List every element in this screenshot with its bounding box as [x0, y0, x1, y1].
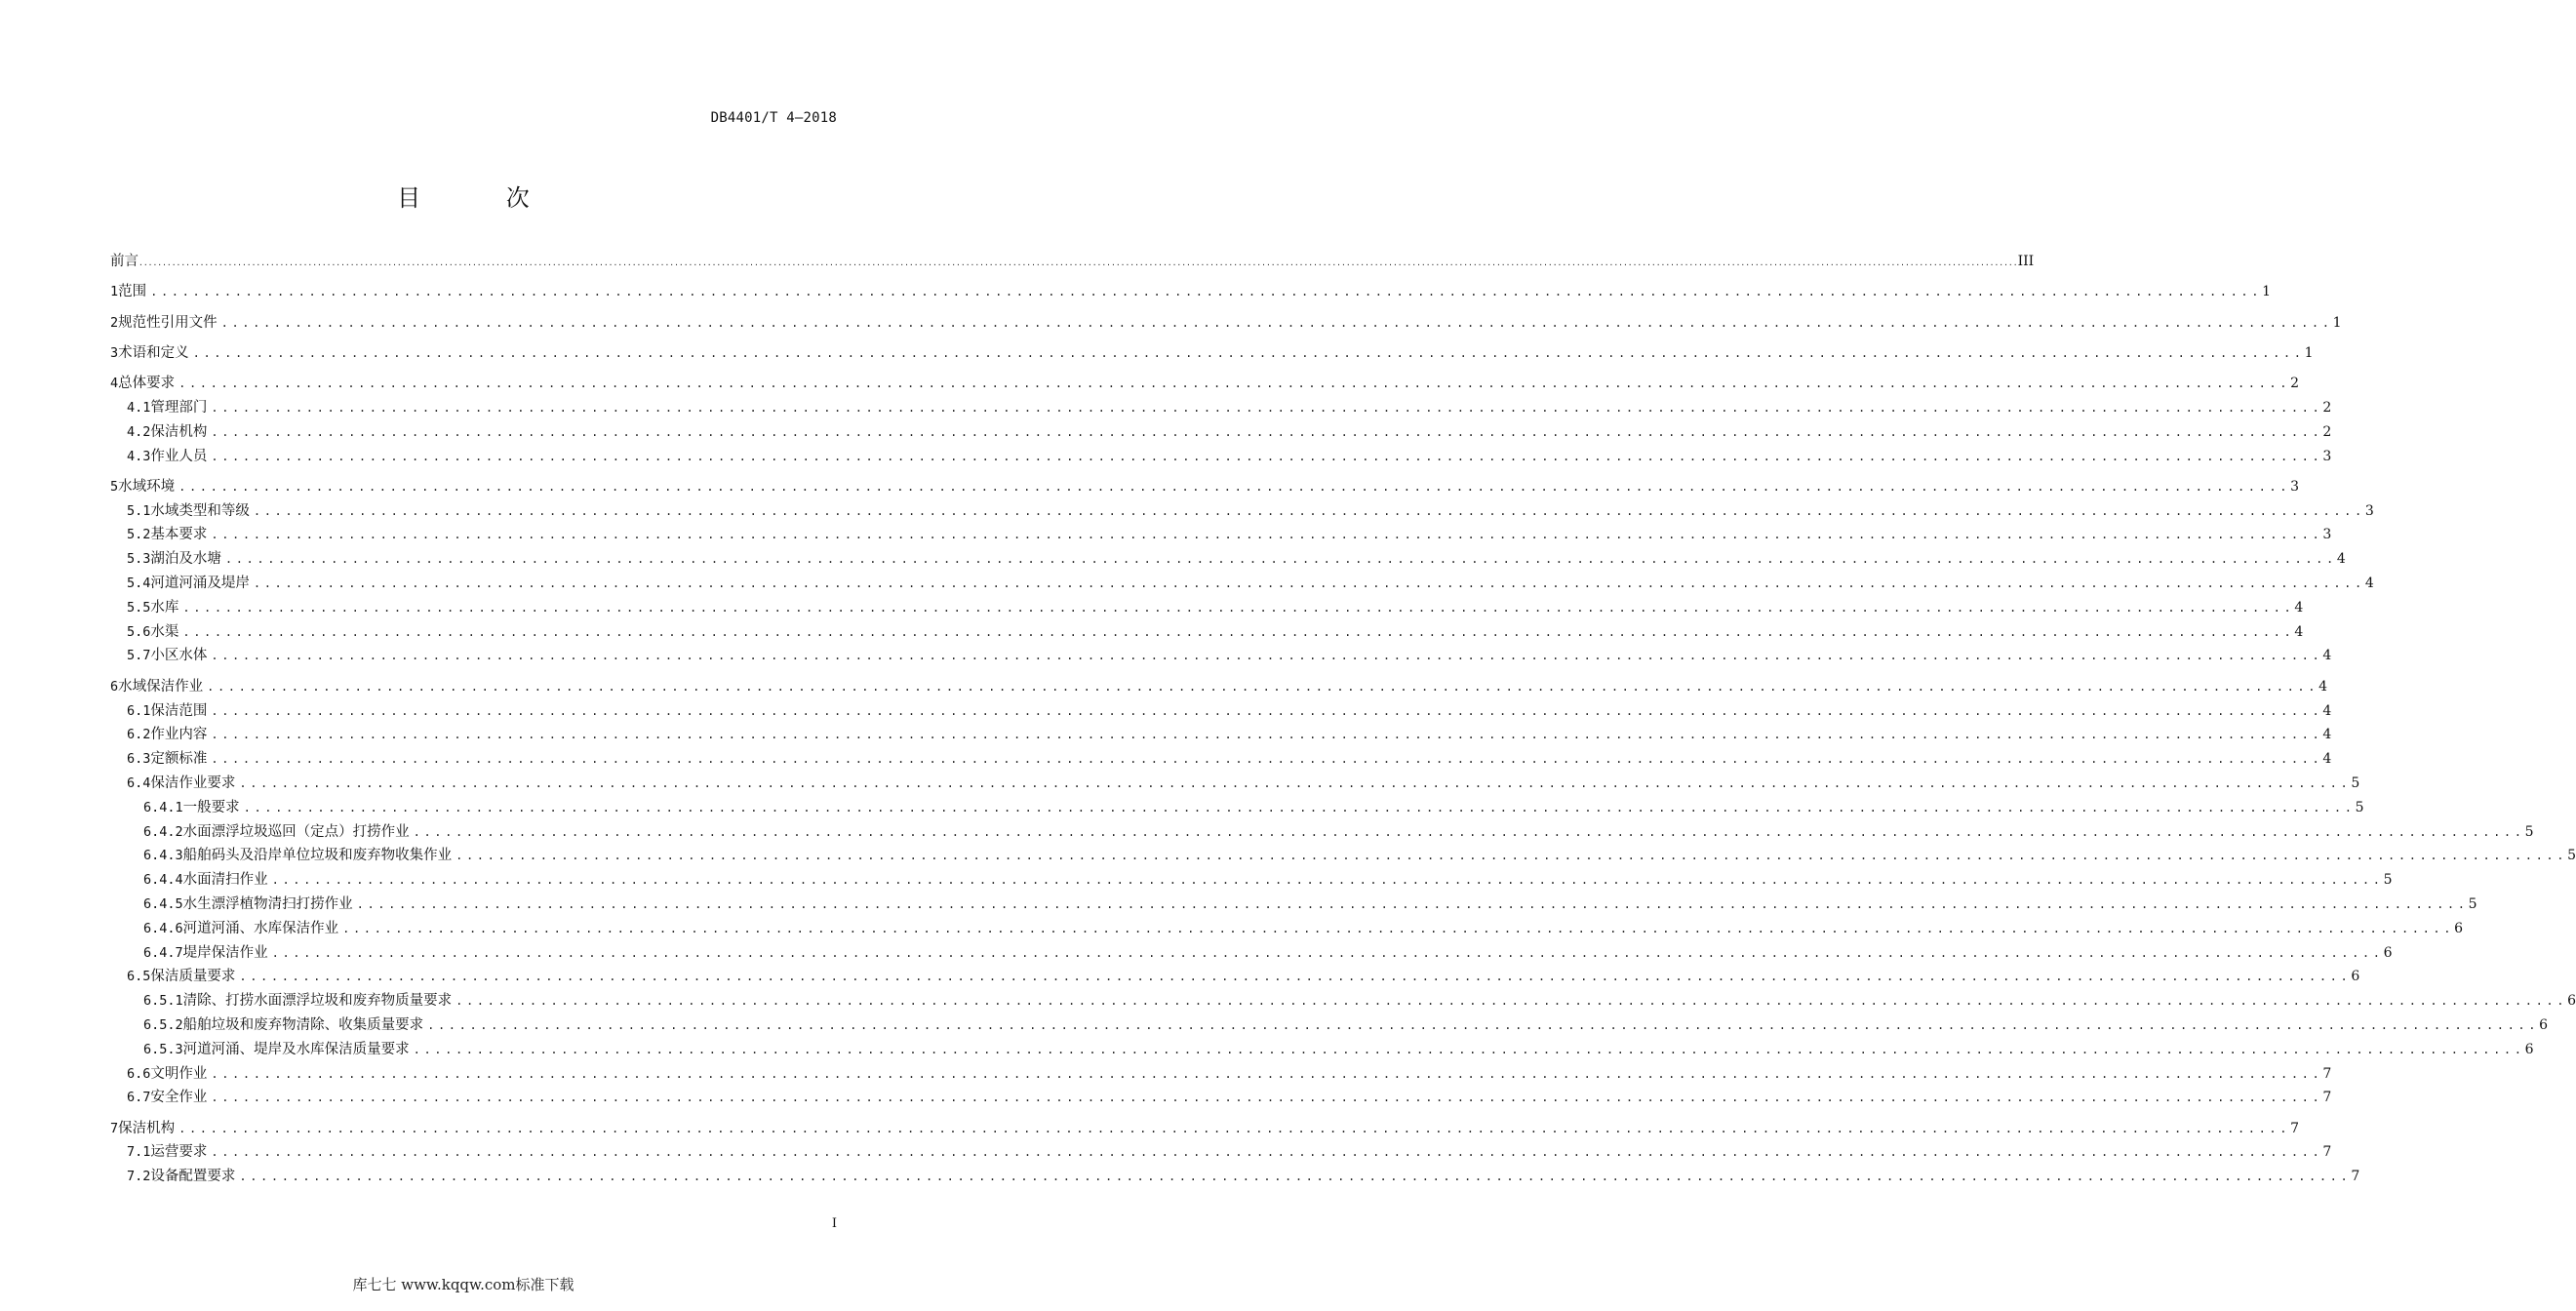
toc-entry-title: 范围 — [118, 284, 147, 300]
toc-entry[interactable] — [110, 445, 2332, 469]
toc-entry[interactable] — [110, 747, 2332, 772]
toc-entry-number: 4 — [110, 376, 119, 392]
page-title: 目 次 — [397, 184, 569, 212]
dot-leader: ........................................................................................................................................................................................................ — [211, 528, 2323, 542]
dot-leader: ........................................................................................................................................................................................................ — [178, 377, 2291, 391]
dot-leader: ........................................................................................................................................................................................................ — [211, 1091, 2323, 1105]
toc-entry-page: 4 — [2318, 678, 2327, 695]
toc-entry-number: 1 — [110, 284, 119, 300]
toc-entry-title: 水生漂浮植物清扫打捞作业 — [182, 895, 353, 912]
dot-leader: ................................................................................................................................................................................................................................................................................................................................................................................................................ — [139, 258, 2018, 267]
dot-leader: ........................................................................................................................................................................................................ — [239, 775, 2352, 790]
toc-entry-number: 6 — [110, 678, 119, 695]
dot-leader: ........................................................................................................................................................................................................ — [211, 752, 2323, 767]
toc-entry-number: 7.1 — [127, 1144, 151, 1161]
toc-entry[interactable] — [110, 396, 2332, 420]
toc-entry-page: III — [2017, 254, 2035, 269]
toc-entry-page: 4 — [2364, 576, 2374, 592]
toc-entry-title: 堤岸保洁作业 — [182, 944, 268, 961]
dot-leader: ........................................................................................................................................................................................................ — [211, 649, 2323, 663]
toc-entry[interactable] — [110, 420, 2332, 445]
toc-entry-number: 6.4.3 — [143, 848, 183, 864]
toc-entry-page: 1 — [2332, 314, 2342, 331]
toc-entry-number: 6.5.3 — [143, 1041, 183, 1057]
toc-entry[interactable] — [110, 989, 2576, 1013]
toc-entry-title: 河道河涌及堤岸 — [150, 576, 250, 592]
toc-entry[interactable] — [110, 1038, 2534, 1062]
toc-entry-title: 术语和定义 — [118, 344, 189, 361]
toc-entry-number: 6.6 — [127, 1065, 151, 1082]
toc-entry-page: 6 — [2539, 1016, 2548, 1033]
footer-watermark-text: 库七七 www.kqqw.com标准下载 — [352, 1276, 575, 1293]
dot-leader: ........................................................................................................................................................................................................ — [211, 703, 2323, 718]
toc-entry-title: 设备配置要求 — [150, 1169, 236, 1185]
toc-entry-title: 安全作业 — [150, 1090, 208, 1106]
dot-leader: ........................................................................................................................................................................................................ — [253, 576, 2365, 591]
toc-entry-number: 6.2 — [127, 727, 151, 743]
toc-entry-title: 水库 — [150, 599, 179, 616]
dot-leader: ........................................................................................................................................................................................................ — [342, 921, 2455, 935]
toc-entry-page: 6 — [2351, 969, 2360, 985]
toc-entry-title: 一般要求 — [182, 799, 240, 815]
toc-entry-number: 6.3 — [127, 751, 151, 768]
toc-entry-title: 文明作业 — [150, 1065, 208, 1082]
toc-entry[interactable] — [110, 499, 2374, 524]
toc-entry-page: 7 — [2290, 1120, 2299, 1136]
toc-entry-number: 5.1 — [127, 502, 151, 519]
toc-entry-title: 水域环境 — [118, 478, 176, 495]
toc-entry[interactable] — [110, 796, 2364, 820]
toc-entry-number: 6.4.2 — [143, 823, 183, 840]
toc-entry[interactable] — [110, 475, 2299, 499]
dot-leader: ........................................................................................................................................................................................................ — [211, 449, 2323, 463]
toc-entry-title: 管理部门 — [150, 399, 208, 416]
toc-entry-page: 3 — [2364, 502, 2374, 519]
dot-leader: ........................................................................................................................................................................................................ — [220, 315, 2333, 330]
toc-entry-number: 6.5.2 — [143, 1016, 183, 1033]
toc-entry-number: 7 — [110, 1120, 119, 1136]
dot-leader: ........................................................................................................................................................................................................ — [456, 994, 2568, 1009]
toc-entry[interactable] — [110, 250, 2035, 274]
toc-entry-number: 6.4 — [127, 775, 151, 791]
dot-leader: ........................................................................................................................................................................................................ — [239, 1170, 2352, 1184]
toc-entry-number: 4.2 — [127, 423, 151, 440]
toc-entry[interactable] — [110, 1140, 2332, 1165]
dot-leader: ........................................................................................................................................................................................................ — [243, 800, 2356, 814]
dot-leader: ........................................................................................................................................................................................................ — [239, 970, 2352, 984]
dot-leader: ........................................................................................................................................................................................................ — [413, 824, 2525, 839]
toc-entry-number: 4.3 — [127, 448, 151, 464]
toc-entry[interactable] — [110, 941, 2393, 966]
toc-entry-number: 6.5.1 — [143, 993, 183, 1010]
toc-entry-number: 6.7 — [127, 1090, 151, 1106]
toc-entry-title: 水域保洁作业 — [118, 678, 204, 695]
toc-entry[interactable] — [110, 547, 2346, 572]
toc-entry-page: 5 — [2468, 895, 2477, 912]
dot-leader: ........................................................................................................................................................................................................ — [224, 552, 2337, 567]
toc-entry-number: 7.2 — [127, 1169, 151, 1185]
toc-entry-title: 定额标准 — [150, 751, 208, 768]
toc-entry-number: 5.5 — [127, 599, 151, 616]
dot-leader: ........................................................................................................................................................................................................ — [192, 345, 2305, 360]
toc-entry-title: 河道河涌、水库保洁作业 — [182, 920, 339, 936]
dot-leader: ........................................................................................................................................................................................................ — [211, 424, 2323, 439]
toc-entry-title: 河道河涌、堤岸及水库保洁质量要求 — [182, 1041, 410, 1057]
toc-entry-page: 4 — [2294, 599, 2304, 616]
toc-entry-page: 6 — [2567, 993, 2576, 1010]
toc-entry-title: 保洁质量要求 — [150, 969, 236, 985]
toc-entry-page: 6 — [2383, 944, 2393, 961]
toc-entry[interactable] — [110, 572, 2374, 596]
toc-entry-number: 5 — [110, 478, 119, 495]
toc-entry[interactable] — [110, 844, 2576, 868]
toc-entry[interactable] — [110, 1165, 2360, 1189]
dot-leader: ........................................................................................................................................................................................................ — [271, 945, 2384, 960]
toc-entry[interactable] — [110, 1117, 2299, 1141]
toc-entry[interactable] — [110, 1013, 2548, 1038]
toc-entry[interactable] — [110, 311, 2342, 336]
toc-entry-title: 船舶垃圾和废弃物清除、收集质量要求 — [182, 1016, 424, 1033]
toc-entry-page: 4 — [2322, 648, 2332, 664]
dot-leader: ........................................................................................................................................................................................................ — [211, 1066, 2323, 1081]
toc-entry-page: 7 — [2351, 1169, 2360, 1185]
toc-entry-number: 5.3 — [127, 551, 151, 568]
toc-entry-page: 7 — [2322, 1065, 2332, 1082]
toc-entry-number: 6.4.7 — [143, 944, 183, 961]
page-number: I — [831, 1216, 837, 1231]
toc-entry-number: 2 — [110, 314, 119, 331]
dot-leader: ........................................................................................................................................................................................................ — [150, 285, 2263, 299]
toc-entry-number: 5.4 — [127, 576, 151, 592]
toc-entry-title: 小区水体 — [150, 648, 208, 664]
dot-leader: ........................................................................................................................................................................................................ — [211, 728, 2323, 742]
dot-leader: ........................................................................................................................................................................................................ — [211, 1145, 2323, 1160]
toc-entry[interactable] — [110, 675, 2327, 699]
toc-entry-number: 6.1 — [127, 702, 151, 719]
toc-entry-number: 5.2 — [127, 527, 151, 543]
toc-entry-title: 作业内容 — [150, 727, 208, 743]
toc-entry-number: 5.7 — [127, 648, 151, 664]
dot-leader: ........................................................................................................................................................................................................ — [178, 479, 2291, 494]
toc-entry-page: 5 — [2351, 775, 2360, 791]
toc-entry-page: 5 — [2567, 848, 2576, 864]
toc-entry[interactable] — [110, 699, 2332, 724]
toc-entry-number: 6.4.6 — [143, 920, 183, 936]
toc-entry[interactable] — [110, 523, 2332, 547]
toc-entry[interactable] — [110, 723, 2332, 747]
dot-leader: ........................................................................................................................................................................................................ — [178, 1121, 2291, 1135]
toc-entry-page: 4 — [2336, 551, 2346, 568]
toc-entry-number: 6.5 — [127, 969, 151, 985]
toc-entry-page: 6 — [2524, 1041, 2534, 1057]
toc-entry-title: 规范性引用文件 — [118, 314, 218, 331]
dot-leader: ........................................................................................................................................................................................................ — [456, 849, 2568, 863]
toc-entry-page: 7 — [2322, 1144, 2332, 1161]
toc-entry-title: 作业人员 — [150, 448, 208, 464]
toc-entry-page: 5 — [2355, 799, 2364, 815]
toc-entry-number: 6.4.1 — [143, 799, 183, 815]
toc-entry[interactable] — [110, 620, 2304, 645]
toc-entry-page: 1 — [2304, 344, 2314, 361]
toc-entry-page: 2 — [2322, 399, 2332, 416]
dot-leader: ........................................................................................................................................................................................................ — [427, 1017, 2540, 1032]
toc-entry-page: 2 — [2322, 423, 2332, 440]
toc-entry-title: 总体要求 — [118, 376, 176, 392]
dot-leader: ........................................................................................................................................................................................................ — [271, 873, 2384, 888]
dot-leader: ........................................................................................................................................................................................................ — [413, 1042, 2525, 1056]
toc-entry-title: 水域类型和等级 — [150, 502, 250, 519]
toc-entry-page: 4 — [2322, 702, 2332, 719]
toc-entry[interactable] — [110, 893, 2477, 917]
toc-entry-page: 4 — [2322, 751, 2332, 768]
toc-entry-page: 3 — [2322, 448, 2332, 464]
toc-entry-title: 水面漂浮垃圾巡回（定点）打捞作业 — [182, 823, 410, 840]
toc-entry-title: 保洁机构 — [118, 1120, 176, 1136]
toc-entry-number: 5.6 — [127, 623, 151, 640]
toc-entry-number: 4.1 — [127, 399, 151, 416]
toc-entry-title: 清除、打捞水面漂浮垃圾和废弃物质量要求 — [182, 993, 453, 1010]
toc-entry-title: 船舶码头及沿岸单位垃圾和废弃物收集作业 — [182, 848, 453, 864]
toc-entry-title: 保洁范围 — [150, 702, 208, 719]
toc-entry[interactable] — [110, 820, 2534, 845]
dot-leader: ........................................................................................................................................................................................................ — [182, 600, 2295, 615]
toc-entry-page: 6 — [2454, 920, 2463, 936]
table-of-contents — [110, 250, 2576, 1189]
toc-entry-title: 保洁作业要求 — [150, 775, 236, 791]
document-code: DB4401/T 4—2018 — [710, 110, 837, 126]
toc-entry[interactable] — [110, 372, 2299, 396]
toc-entry-page: 3 — [2322, 527, 2332, 543]
dot-leader: ........................................................................................................................................................................................................ — [253, 503, 2365, 518]
toc-entry[interactable] — [110, 917, 2463, 941]
toc-entry[interactable] — [110, 772, 2360, 796]
toc-entry-title: 基本要求 — [150, 527, 208, 543]
toc-entry-title: 水渠 — [150, 623, 179, 640]
toc-entry[interactable] — [110, 596, 2304, 620]
dot-leader: ........................................................................................................................................................................................................ — [211, 400, 2323, 415]
toc-entry-page: 3 — [2290, 478, 2299, 495]
dot-leader: ........................................................................................................................................................................................................ — [356, 896, 2469, 911]
toc-entry-title: 水面清扫作业 — [182, 872, 268, 889]
toc-entry-page: 2 — [2290, 376, 2299, 392]
toc-entry[interactable] — [110, 868, 2393, 893]
dot-leader: ........................................................................................................................................................................................................ — [182, 624, 2295, 639]
toc-entry-number: 3 — [110, 344, 119, 361]
dot-leader: ........................................................................................................................................................................................................ — [207, 679, 2319, 694]
toc-entry-page: 7 — [2322, 1090, 2332, 1106]
toc-entry-page: 4 — [2322, 727, 2332, 743]
toc-entry-page: 1 — [2262, 284, 2271, 300]
toc-entry-title: 保洁机构 — [150, 423, 208, 440]
toc-entry-page: 4 — [2294, 623, 2304, 640]
toc-entry[interactable] — [110, 965, 2360, 989]
toc-entry-title: 前言 — [110, 254, 139, 269]
toc-entry-number: 6.4.5 — [143, 895, 183, 912]
toc-entry-title: 运营要求 — [150, 1144, 208, 1161]
toc-entry-number: 6.4.4 — [143, 872, 183, 889]
toc-entry-page: 5 — [2524, 823, 2534, 840]
toc-entry-page: 5 — [2383, 872, 2393, 889]
toc-entry[interactable] — [110, 644, 2332, 668]
toc-entry[interactable] — [110, 341, 2314, 366]
toc-entry-title: 湖泊及水塘 — [150, 551, 221, 568]
toc-entry[interactable] — [110, 280, 2271, 304]
toc-entry[interactable] — [110, 1062, 2332, 1087]
toc-entry[interactable] — [110, 1086, 2332, 1110]
